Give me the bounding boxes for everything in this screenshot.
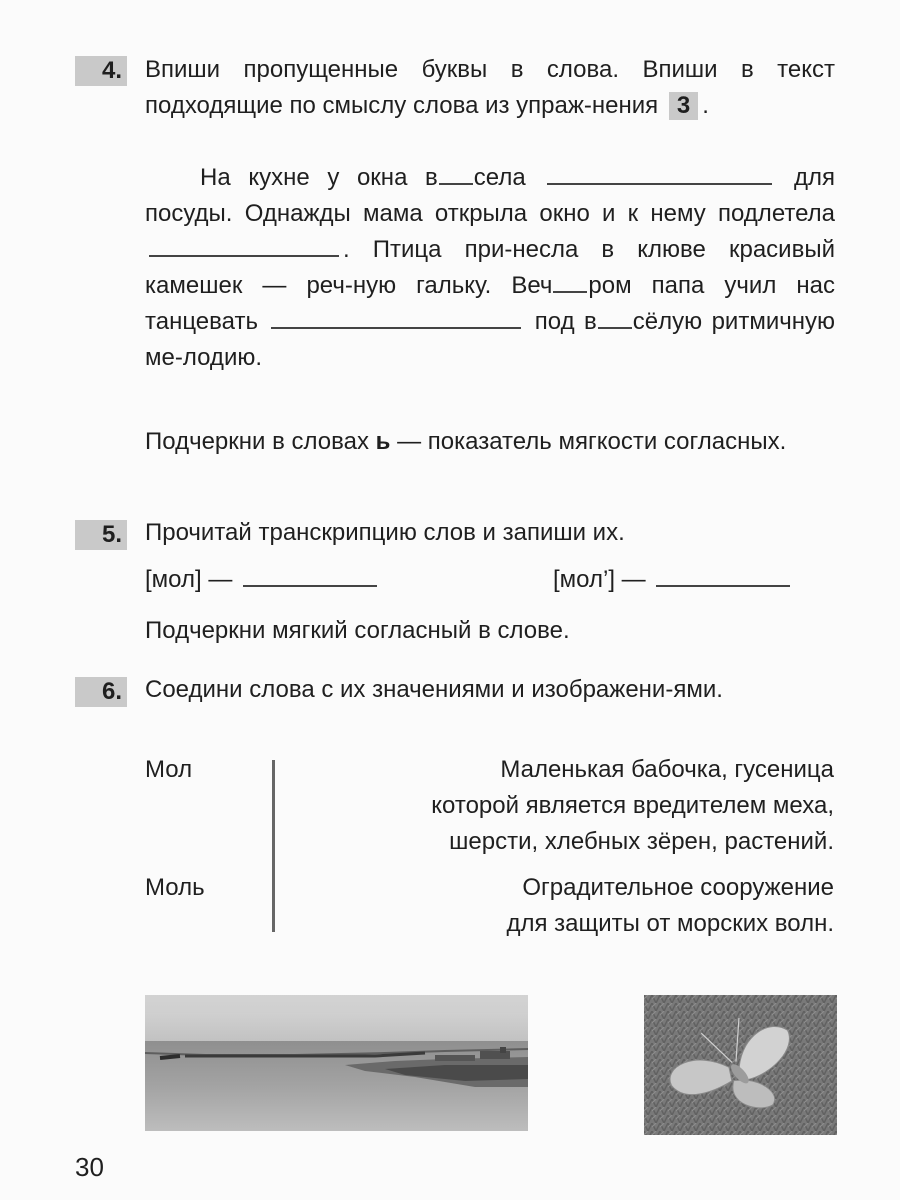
exercise-reference-badge: 3 — [669, 92, 698, 120]
definition-breakwater-line: Оградительное сооружение — [522, 874, 834, 901]
definition-moth[interactable] — [314, 752, 834, 860]
task-5-instruction: Прочитай транскрипцию слов и запиши их. — [145, 519, 625, 546]
task-4-instruction-text: Впиши пропущенные буквы в слова. Впиши в текст подходящие по смыслу слова из упраж-нения — [145, 56, 835, 119]
task-5-underline-instruction: Подчеркни мягкий согласный в слове. — [145, 617, 570, 644]
word-blank[interactable] — [271, 307, 521, 329]
definition-breakwater[interactable] — [314, 870, 834, 942]
story-fragment: . Птица при-несла в клюве красивый камешек — реч-ную гальку. Веч — [145, 236, 835, 299]
story-fragment: для посуды. Однажды мама открыла окно и к нему подлетела — [145, 164, 835, 227]
story-fragment: под в — [534, 308, 597, 335]
missing-letter-blank[interactable] — [439, 163, 473, 185]
missing-letter-blank[interactable] — [598, 307, 632, 329]
word-blank[interactable] — [547, 163, 772, 185]
breakwater-photo-image — [145, 995, 528, 1131]
definition-moth-line: Маленькая бабочка, гусеница — [500, 756, 834, 783]
breakwater-photo[interactable] — [145, 995, 528, 1131]
story-fragment: села — [473, 164, 526, 191]
definition-moth-line: шерсти, хлебных зёрен, растений. — [449, 828, 834, 855]
moth-photo[interactable] — [644, 995, 837, 1135]
task-6-instruction: Соедини слова с их значениями и изображени-ями. — [145, 676, 723, 703]
page-number: 30 — [75, 1152, 104, 1182]
underline-text-a: Подчеркни в словах — [145, 428, 369, 455]
word-mol[interactable]: Мол — [145, 756, 193, 783]
transcription-mol: [мол] — [145, 566, 202, 593]
dash: — — [621, 566, 646, 593]
soft-sign-letter: ь — [375, 428, 391, 455]
transcription-mol-soft: [мол’] — [553, 566, 615, 593]
transcription-answer-blank-2[interactable] — [656, 565, 790, 587]
story-fragment: сёлую ритмичную ме-лодию. — [145, 308, 835, 371]
story-fragment: ром папа учил нас танцевать — [145, 272, 835, 335]
task-4-story — [145, 160, 835, 376]
task-4-instruction — [145, 52, 835, 124]
transcription-answer-blank-1[interactable] — [243, 565, 377, 587]
underline-text-b: — показатель мягкости согласных. — [397, 428, 787, 455]
task-4-number: 4. — [75, 56, 127, 86]
task-6-number: 6. — [75, 677, 127, 707]
moth-photo-image — [644, 995, 837, 1135]
definition-moth-line: которой является вредителем меха, — [431, 792, 834, 819]
column-divider — [272, 760, 275, 932]
missing-letter-blank[interactable] — [553, 271, 587, 293]
dash: — — [208, 566, 233, 593]
story-fragment: На кухне у окна в — [200, 164, 438, 191]
definition-breakwater-line: для защиты от морских волн. — [506, 910, 834, 937]
task-4-underline-instruction — [145, 424, 835, 460]
word-blank[interactable] — [149, 235, 339, 257]
task-4-instruction-end: . — [702, 92, 709, 119]
word-mol-soft[interactable]: Моль — [145, 874, 205, 901]
task-5-transcription-2 — [553, 562, 843, 598]
task-5-number: 5. — [75, 520, 127, 550]
